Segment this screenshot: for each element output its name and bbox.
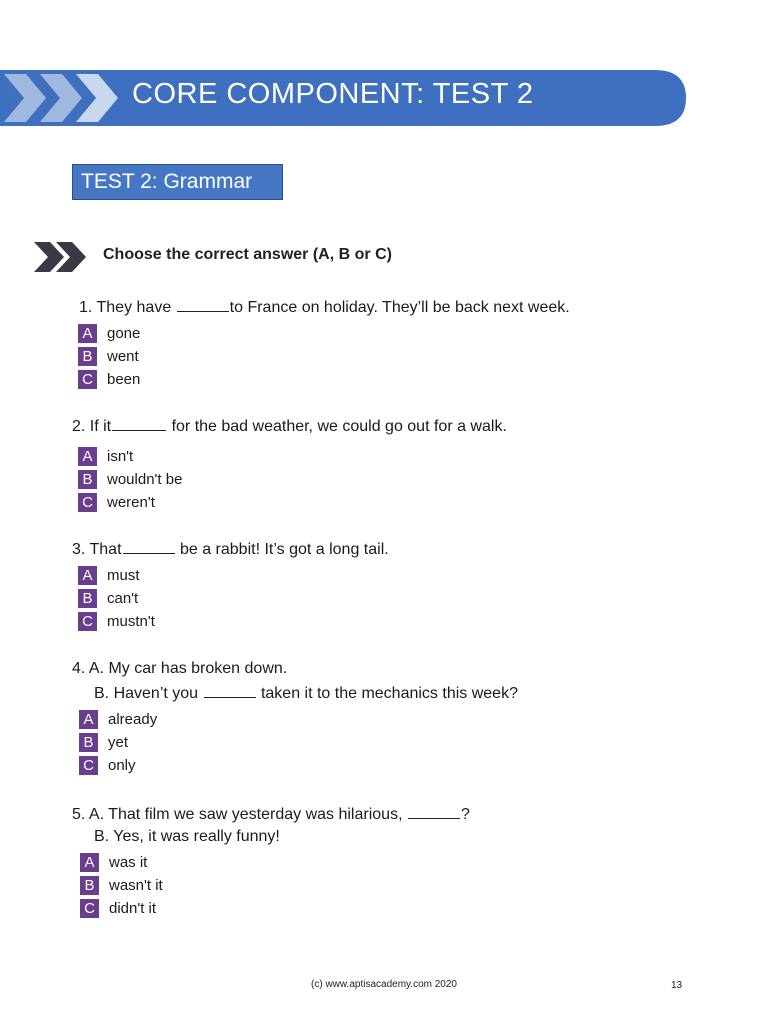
option-letter-badge: A: [78, 566, 97, 585]
option-letter-badge: A: [78, 324, 97, 343]
answer-blank: [204, 683, 256, 698]
option-letter-badge: C: [78, 612, 97, 631]
question-1-text: [79, 297, 570, 317]
option-letter-badge: A: [78, 447, 97, 466]
question-3-text-part: be a rabbit! It’s got a long tail.: [175, 541, 389, 558]
instruction-text: Choose the correct answer (A, B or C): [103, 246, 392, 263]
question-4-text-part: 4. A. My car has broken down.: [72, 660, 288, 677]
option-letter-badge: B: [79, 733, 98, 752]
question-3-text: [72, 539, 389, 559]
option-text: gone: [107, 325, 141, 342]
option-text: can't: [107, 590, 139, 607]
answer-blank: [123, 539, 175, 554]
option-text: must: [107, 567, 140, 584]
page-number: 13: [671, 980, 683, 991]
question-2-text-part: for the bad weather, we could go out for a walk.: [167, 418, 507, 435]
option-letter-badge: B: [78, 347, 97, 366]
option-letter-badge: B: [80, 876, 99, 895]
answer-blank: [177, 297, 229, 312]
question-5-line-2: [94, 828, 280, 846]
header-banner: [0, 70, 690, 126]
option-text: went: [107, 348, 139, 365]
option-text: was it: [109, 854, 148, 871]
question-1-text-part: to France on holiday. They’ll be back next week.: [229, 299, 570, 316]
option-text: wasn't it: [109, 877, 163, 894]
option-text: been: [107, 371, 141, 388]
footer-copyright: (c) www.aptisacademy.com 2020: [311, 979, 457, 990]
option-letter-badge: C: [80, 899, 99, 918]
question-4-text-part: taken it to the mechanics this week?: [256, 685, 518, 702]
question-1-text-part: 1. They have: [79, 299, 176, 316]
option-letter-badge: A: [80, 853, 99, 872]
option-letter-badge: C: [78, 493, 97, 512]
question-4-line-2: [94, 683, 518, 703]
question-5-text-part: 5. A. That film we saw yesterday was hilarious,: [72, 806, 407, 823]
section-title: TEST 2: Grammar: [72, 164, 283, 200]
option-text: didn't it: [109, 900, 157, 917]
option-letter-badge: A: [79, 710, 98, 729]
question-5-text-part: ?: [460, 806, 470, 823]
question-3-text-part: 3. That: [72, 541, 122, 558]
option-text: yet: [108, 734, 129, 751]
double-chevron-arrow-icon: [34, 240, 88, 274]
option-text: already: [108, 711, 158, 728]
question-5-line-1: [72, 804, 470, 824]
question-4-text-part: B. Haven’t you: [94, 685, 203, 702]
question-4-line-1: [72, 660, 287, 678]
option-text: only: [108, 757, 136, 774]
option-letter-badge: C: [78, 370, 97, 389]
page-title: CORE COMPONENT: TEST 2: [132, 78, 534, 110]
question-2-text: [72, 416, 507, 436]
option-text: weren't: [107, 494, 155, 511]
option-letter-badge: B: [78, 470, 97, 489]
question-2-text-part: 2. If it: [72, 418, 112, 435]
option-letter-badge: B: [78, 589, 97, 608]
answer-blank: [112, 416, 166, 431]
option-text: wouldn't be: [107, 471, 183, 488]
option-text: isn't: [107, 448, 134, 465]
option-text: mustn't: [107, 613, 155, 630]
question-5-text-part: B. Yes, it was really funny!: [94, 828, 280, 845]
answer-blank: [408, 804, 460, 819]
option-letter-badge: C: [79, 756, 98, 775]
